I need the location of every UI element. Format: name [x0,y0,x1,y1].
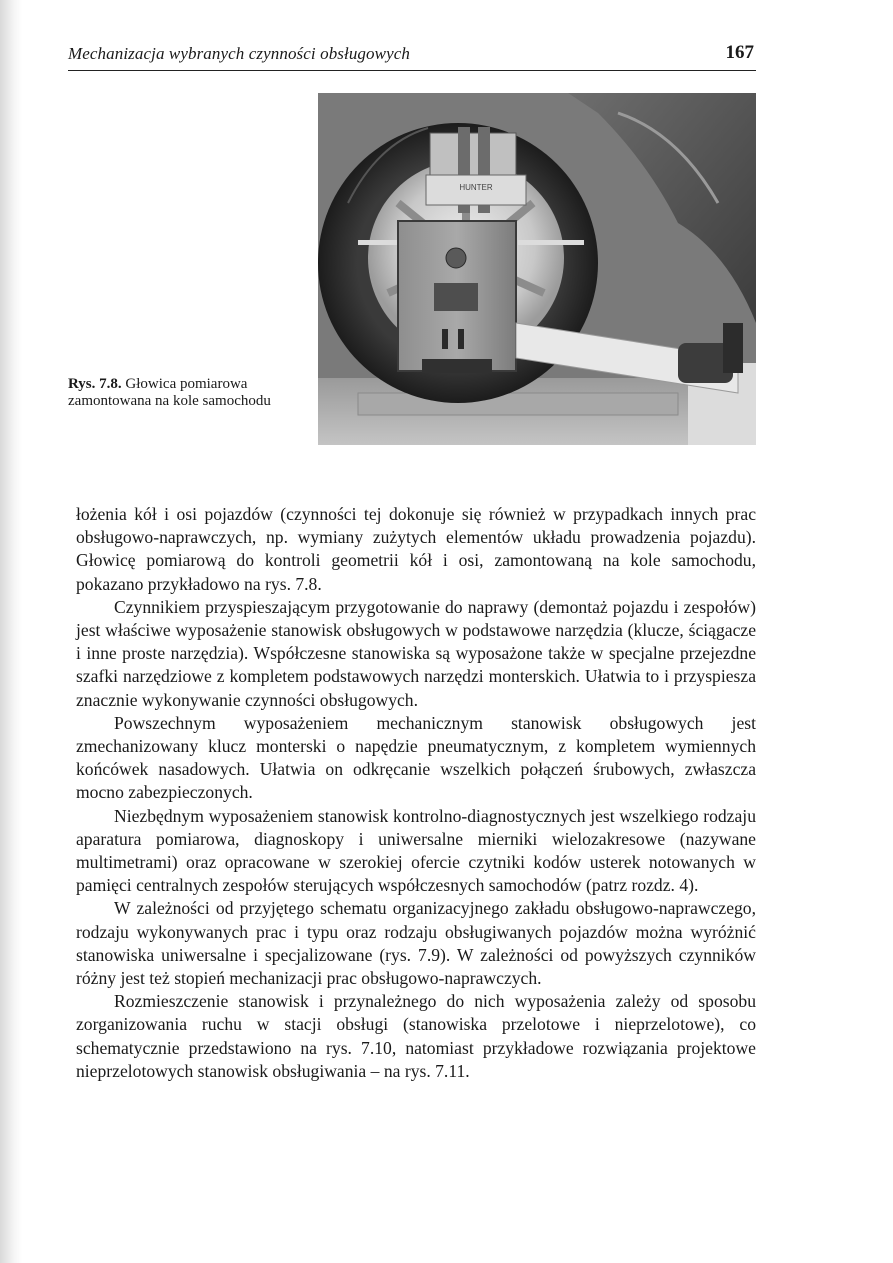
header-title: Mechanizacja wybranych czynności obsługowych [68,44,410,63]
turntable-plate [358,393,678,415]
paragraph: Powszechnym wyposażeniem mechanicznym stanowisk obsługowych jest zmechanizowany klucz monterski o napędzie pneumatycznym, z kompletem wymiennych końcówek nasadowych. Ułatwia on odkręcanie wszelkich połączeń śrubowych, zwłaszcza mocno zabezpieczonych. [76,712,756,803]
page-edge-shadow [0,0,22,1263]
measuring-head-connector-b [458,329,464,349]
figure-caption [68,376,298,410]
paragraph: Rozmieszczenie stanowisk i przynależnego do nich wyposażenia zależy od sposobu zorganizowania ruchu w stacji obsługi (stanowiska przelotowe i nieprzelotowe), co schematycznie przedstawiono na rys. 7.10, natomiast przykładowe rozwiązania projektowe nieprzelotowych stanowisk obsługiwania – na rys. 7.11. [76,991,756,1081]
running-header [68,44,756,71]
caption-label: Rys. 7.8. [68,376,122,392]
measuring-head-connector-a [442,329,448,349]
hunter-brand-text: HUNTER [459,183,493,192]
page-number: 167 [725,42,754,63]
caption-text: Głowica pomiarowa zamontowana na kole samochodu [68,376,271,409]
body-text [76,503,756,1083]
measuring-head-display [434,283,478,311]
paragraph: Czynnikiem przyspieszającym przygotowanie do naprawy (demontaż pojazdu i zespołów) jest właściwe wyposażenie stanowisk obsługowych w podstawowe narzędzia (klucze, ściągacze i inne proste narzędzia). Współczesne stanowiska są wyposażone także w specjalne przejezdne szafki narzędziowe z kompletem podstawowych narzędzi monterskich. Ułatwia to i przyspiesza znacznie wykonywanie czynności obsługowych. [76,596,756,710]
paragraph: Niezbędnym wyposażeniem stanowisk kontrolno-diagnostycznych jest wszelkiego rodzaju aparatura pomiarowa, diagnoskopy i uniwersalne mierniki wielozakresowe (nazywane multimetrami) oraz opracowane w szerokiej ofercie czytniki kodów usterek notowanych w pamięci centralnych zespołów sterujących współczesnych samochodów (patrz rozdz. 4). [76,805,756,896]
clamp-arm-right [518,240,584,245]
arm-end-bracket [723,323,743,373]
measuring-head-sensor [446,248,466,268]
paragraph: W zależności od przyjętego schematu organizacyjnego zakładu obsługowo-naprawczego, rodzaju wykonywanych prac i typu oraz rodzaju obsługiwanych pojazdów można wyróżnić stanowiska uniwersalne i specjalizowane (rys. 7.9). W zależności od powyższych czynników różny jest też stopień mechanizacji prac obsługowo-naprawczych. [76,898,756,989]
figure-photo-wheel-alignment-head [318,93,756,445]
measuring-head-base [422,359,492,373]
paragraph: łożenia kół i osi pojazdów (czynności tej dokonuje się również w przypadkach innych prac obsługowo-naprawczych, np. wymiany zużytych elementów układu prowadzenia pojazdu). Głowicę pomiarową do kontroli geometrii kół i osi, zamontowaną na kole samochodu, pokazano przykładowo na rys. 7.8. [76,504,756,594]
